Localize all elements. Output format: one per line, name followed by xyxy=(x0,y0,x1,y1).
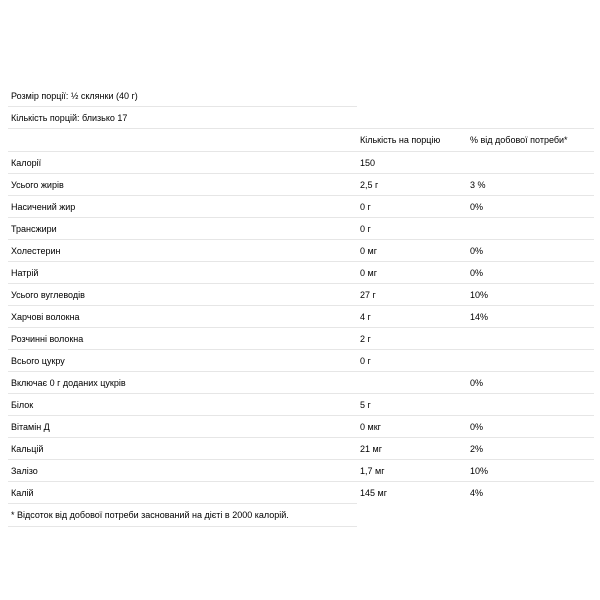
serving-size: Розмір порції: ½ склянки (40 г) xyxy=(11,90,138,101)
table-row xyxy=(8,394,594,416)
footnote: * Відсоток від добової потреби заснований на дієті в 2000 калорій. xyxy=(8,504,357,527)
nutrient-amount: 2 г xyxy=(357,328,467,350)
nutrient-label: Усього жирів xyxy=(8,174,357,196)
nutrient-label: Включає 0 г доданих цукрів xyxy=(8,372,357,394)
nutrient-daily-value: 2% xyxy=(467,438,594,460)
table-row xyxy=(8,240,594,262)
nutrition-table xyxy=(8,85,594,527)
nutrient-daily-value xyxy=(467,152,594,174)
table-row xyxy=(8,284,594,306)
nutrient-label: Залізо xyxy=(8,460,357,482)
table-row xyxy=(8,460,594,482)
nutrient-daily-value: 4% xyxy=(467,482,594,504)
table-row xyxy=(8,482,594,504)
nutrient-label: Калій xyxy=(8,482,357,504)
table-row xyxy=(8,152,594,174)
nutrient-daily-value xyxy=(467,394,594,416)
table-row xyxy=(8,306,594,328)
serving-count-row xyxy=(8,107,594,129)
nutrient-label: Холестерин xyxy=(8,240,357,262)
column-header-label xyxy=(8,129,357,152)
column-header-row xyxy=(8,129,594,152)
nutrient-label: Калорії xyxy=(8,152,357,174)
nutrient-daily-value xyxy=(467,328,594,350)
nutrient-amount: 27 г xyxy=(357,284,467,306)
nutrient-amount: 1,7 мг xyxy=(357,460,467,482)
nutrient-amount xyxy=(357,372,467,394)
nutrient-amount: 21 мг xyxy=(357,438,467,460)
nutrient-label: Білок xyxy=(8,394,357,416)
nutrient-daily-value: 0% xyxy=(467,196,594,218)
serving-size-row xyxy=(8,85,594,107)
column-header-amount: Кількість на порцію xyxy=(357,129,467,152)
nutrient-daily-value xyxy=(467,350,594,372)
table-row xyxy=(8,196,594,218)
nutrition-facts-sheet xyxy=(8,85,594,527)
nutrient-label: Натрій xyxy=(8,262,357,284)
nutrient-daily-value: 0% xyxy=(467,262,594,284)
nutrient-amount: 145 мг xyxy=(357,482,467,504)
nutrient-amount: 150 xyxy=(357,152,467,174)
table-row xyxy=(8,218,594,240)
footnote-row xyxy=(8,504,594,527)
nutrient-label: Розчинні волокна xyxy=(8,328,357,350)
nutrient-amount: 0 г xyxy=(357,350,467,372)
nutrient-label: Насичений жир xyxy=(8,196,357,218)
table-row xyxy=(8,262,594,284)
column-header-daily-value: % від добової потреби* xyxy=(467,129,594,152)
table-row xyxy=(8,350,594,372)
nutrient-daily-value: 10% xyxy=(467,284,594,306)
nutrient-label: Кальцій xyxy=(8,438,357,460)
nutrient-amount: 0 мг xyxy=(357,262,467,284)
table-row xyxy=(8,416,594,438)
nutrient-label: Вітамін Д xyxy=(8,416,357,438)
nutrient-amount: 2,5 г xyxy=(357,174,467,196)
nutrient-daily-value: 0% xyxy=(467,240,594,262)
nutrient-daily-value: 0% xyxy=(467,416,594,438)
nutrient-label: Трансжири xyxy=(8,218,357,240)
nutrient-daily-value: 3 % xyxy=(467,174,594,196)
nutrient-amount: 0 г xyxy=(357,196,467,218)
table-row xyxy=(8,372,594,394)
table-row xyxy=(8,328,594,350)
table-row xyxy=(8,438,594,460)
nutrient-amount: 0 мг xyxy=(357,240,467,262)
nutrient-amount: 0 мкг xyxy=(357,416,467,438)
nutrient-daily-value: 14% xyxy=(467,306,594,328)
nutrient-daily-value: 10% xyxy=(467,460,594,482)
nutrient-daily-value xyxy=(467,218,594,240)
nutrient-daily-value: 0% xyxy=(467,372,594,394)
nutrient-label: Всього цукру xyxy=(8,350,357,372)
nutrient-amount: 4 г xyxy=(357,306,467,328)
nutrient-label: Харчові волокна xyxy=(8,306,357,328)
nutrient-label: Усього вуглеводів xyxy=(8,284,357,306)
nutrient-amount: 5 г xyxy=(357,394,467,416)
table-row xyxy=(8,174,594,196)
nutrient-amount: 0 г xyxy=(357,218,467,240)
serving-count: Кількість порцій: близько 17 xyxy=(8,107,357,129)
